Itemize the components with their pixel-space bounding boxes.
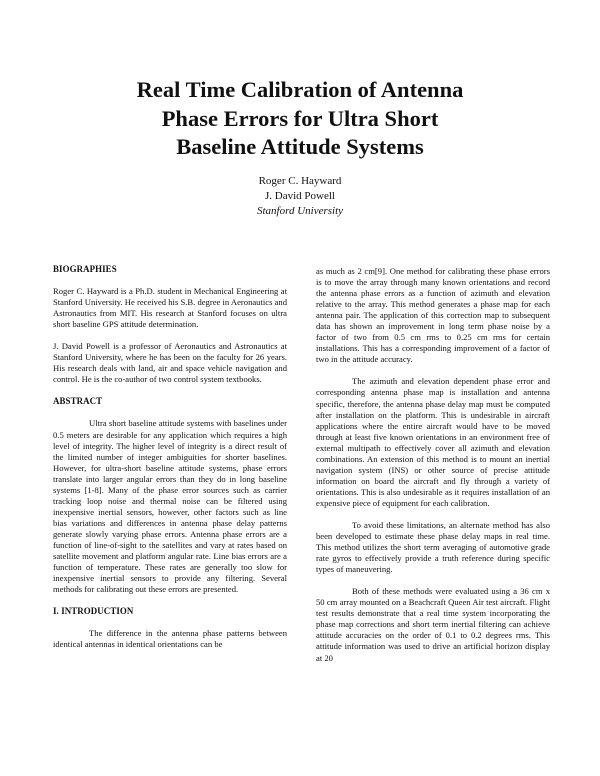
affiliation: Stanford University [256,205,344,217]
author-2: J. David Powell [265,190,335,202]
body-paragraph-1: as much as 2 cm[9]. One method for calibrating these phase errors is to move the array through many known orientations and record the antenna phase errors as a function of azimuth and elevation relative to the array. This method generates a phase map for each antenna pair. The application of this correction map to subsequent data has shown an improvement in long term phase noise by a factor of two from 0.5 cm rms to 0.25 cm rms for certain installations. This has a corresponding improvement of a factor of two in the attitude accuracy. [316,266,550,365]
title-line-3: Baseline Attitude Systems [176,134,424,159]
left-column [53,264,287,661]
right-column [316,266,550,675]
title-line-1: Real Time Calibration of Antenna [136,77,464,102]
title-line-2: Phase Errors for Ultra Short [161,105,439,131]
bio-hayward: Roger C. Hayward is a Ph.D. student in Mechanical Engineering at Stanford University. He received his S.B. degree in Aeronautics and Astronautics from MIT. His research at Stanford focuses on ultra short baseline GPS attitude determination. [53,286,287,330]
introduction-heading: I. INTRODUCTION [53,606,134,617]
body-paragraph-2: The azimuth and elevation dependent phase error and corresponding antenna phase map is installation and antenna specific, therefore, the antenna phase delay map must be computed after installation on the platform. This is undesirable in aircraft applications where the entire aircraft would have to be moved through at least five known orientations in an environment free of external multipath to effectively cover all azimuth and elevation combinations. An extension of this method is to mount an inertial navigation system (INS) or other source of precise attitude information on board the aircraft and fly through a variety of orientations. This is also undesirable as it requires installation of an expensive piece of equipment for each calibration. [316,376,550,508]
abstract-text: Ultra short baseline attitude systems with baselines under 0.5 meters are desirable for any application which requires a high level of integrity. The higher level of integrity is a direct result of the limited number of integer ambiguities for shorter baselines. However, for ultra-short baseline attitude systems, phase errors translate into larger angular errors than they do in long baseline systems [1-8]. Many of the phase error sources such as carrier tracking loop noise and thermal noise can be filtered using inexpensive inertial sensors, however, other factors such as line bias variations and differences in antenna phase delay patterns generate slowly varying phase errors. Antenna phase errors are a function of line-of-sight to the satellites and vary at rates based on satellite movement and platform angular rate. Line bias errors are a function of temperature. These rates are generally too slow for inexpensive inertial sensors to provide any filtering. Several methods for calibrating out these errors are presented. [53,418,287,595]
paper-title [0,76,600,162]
body-paragraph-3: To avoid these limitations, an alternate method has also been developed to estimate these phase delay maps in real time. This method utilizes the short term averaging of automotive grade rate gyros to effectively provide a truth reference during specific types of maneuvering. [316,519,550,575]
introduction-text: The difference in the antenna phase patterns between identical antennas in identical orientations can be [53,628,287,650]
author-block [0,174,600,219]
author-1: Roger C. Hayward [258,175,342,187]
body-paragraph-4: Both of these methods were evaluated using a 36 cm x 50 cm array mounted on a Beachcraft Queen Air test aircraft. Flight test results demonstrate that a real time system incorporating the phase map corrections and short term inertial filtering can achieve attitude accuracies on the order of 0.1 to 0.2 degrees rms. This attitude information was used to drive an artificial horizon display at 20 [316,586,550,663]
biographies-heading: BIOGRAPHIES [53,264,117,274]
abstract-heading: ABSTRACT [53,396,103,407]
bio-powell: J. David Powell is a professor of Aeronautics and Astronautics at Stanford University, where he has been on the faculty for 26 years. His research deals with land, air and space vehicle navigation and control. He is the co-author of two control system textbooks. [53,341,287,385]
